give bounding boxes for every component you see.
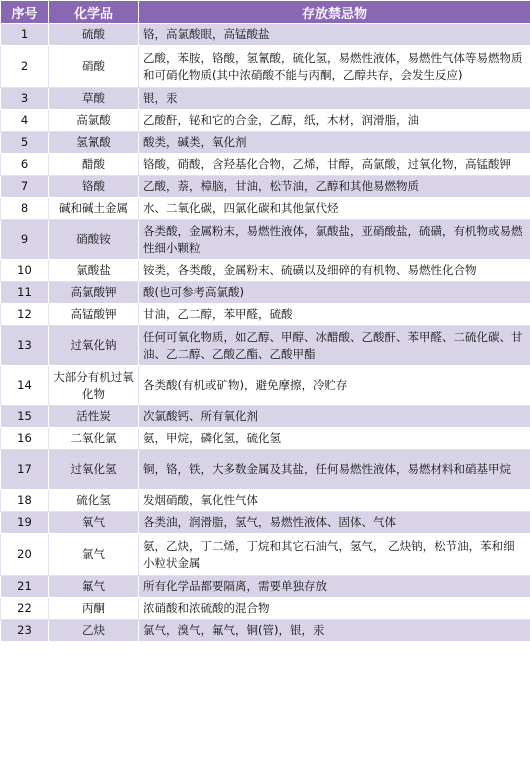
row-chemical: 二氧化氯 — [49, 428, 139, 450]
row-index: 15 — [1, 406, 49, 428]
row-forbidden: 浓硝酸和浓硫酸的混合物 — [139, 598, 530, 620]
row-index: 20 — [1, 534, 49, 576]
row-chemical: 氧气 — [49, 512, 139, 534]
table-header-row — [1, 1, 530, 24]
row-index: 18 — [1, 490, 49, 512]
row-forbidden: 各类酸，金属粉末，易燃性液体，氯酸盐，亚硝酸盐，硫磺，有机物或易燃性细小颗粒 — [139, 220, 530, 260]
row-forbidden: 银，汞 — [139, 88, 530, 110]
row-forbidden: 铬酸，硝酸，含羟基化合物，乙烯，甘醇，高氯酸，过氧化物，高锰酸钾 — [139, 154, 530, 176]
table-row — [1, 154, 530, 176]
table-row — [1, 110, 530, 132]
row-index: 19 — [1, 512, 49, 534]
row-forbidden: 酸类，碱类，氧化剂 — [139, 132, 530, 154]
row-index: 14 — [1, 366, 49, 406]
row-chemical: 过氧化氢 — [49, 450, 139, 490]
row-index: 6 — [1, 154, 49, 176]
row-forbidden: 氨，乙炔，丁二烯，丁烷和其它石油气，氢气， 乙炔钠，松节油，苯和细小粒状金属 — [139, 534, 530, 576]
row-forbidden: 乙酸，萘，樟脑，甘油，松节油，乙醇和其他易燃物质 — [139, 176, 530, 198]
row-chemical: 丙酮 — [49, 598, 139, 620]
table-row — [1, 366, 530, 406]
row-chemical: 醋酸 — [49, 154, 139, 176]
row-forbidden: 各类酸(有机或矿物)，避免摩擦，冷贮存 — [139, 366, 530, 406]
table-row — [1, 406, 530, 428]
table-row — [1, 576, 530, 598]
table-row — [1, 450, 530, 490]
table-row — [1, 282, 530, 304]
row-forbidden: 所有化学品都要隔离，需要单独存放 — [139, 576, 530, 598]
row-chemical: 硝酸铵 — [49, 220, 139, 260]
table-row — [1, 198, 530, 220]
table-row — [1, 220, 530, 260]
table-row — [1, 260, 530, 282]
row-chemical: 碱和碱土金属 — [49, 198, 139, 220]
table-row — [1, 176, 530, 198]
row-chemical: 过氧化钠 — [49, 326, 139, 366]
row-forbidden: 乙酸，苯胺，铬酸，氢氰酸，硫化氢，易燃性液体，易燃性气体等易燃物质和可硝化物质(其中浓硝酸不能与丙酮，乙醇共存，会发生反应) — [139, 46, 530, 88]
row-forbidden: 任何可氧化物质，如乙醇、甲醇、冰醋酸、乙酸酐、苯甲醛、二硫化碳、甘油、乙二醇、乙酸乙酯、乙酸甲酯 — [139, 326, 530, 366]
row-forbidden: 铵类，各类酸，金属粉末、硫磺以及细碎的有机物、易燃性化合物 — [139, 260, 530, 282]
table-row — [1, 88, 530, 110]
row-index: 22 — [1, 598, 49, 620]
table-row — [1, 512, 530, 534]
row-index: 8 — [1, 198, 49, 220]
row-chemical: 硫酸 — [49, 24, 139, 46]
row-index: 5 — [1, 132, 49, 154]
row-forbidden: 甘油，乙二醇，苯甲醛，硫酸 — [139, 304, 530, 326]
row-chemical: 氟气 — [49, 576, 139, 598]
row-chemical: 活性炭 — [49, 406, 139, 428]
header-chemical: 化学品 — [49, 1, 139, 24]
row-forbidden: 氨，甲烷，磷化氢，硫化氢 — [139, 428, 530, 450]
table-row — [1, 304, 530, 326]
row-chemical: 高氯酸钾 — [49, 282, 139, 304]
row-index: 11 — [1, 282, 49, 304]
table-body — [1, 24, 530, 642]
row-chemical: 硫化氢 — [49, 490, 139, 512]
row-forbidden: 水、二氧化碳，四氯化碳和其他氯代烃 — [139, 198, 530, 220]
row-index: 7 — [1, 176, 49, 198]
row-chemical: 乙炔 — [49, 620, 139, 642]
header-index: 序号 — [1, 1, 49, 24]
table-row — [1, 534, 530, 576]
table-row — [1, 598, 530, 620]
row-chemical: 氯酸盐 — [49, 260, 139, 282]
row-chemical: 草酸 — [49, 88, 139, 110]
row-forbidden: 次氯酸钙、所有氧化剂 — [139, 406, 530, 428]
row-forbidden: 铜，铬，铁，大多数金属及其盐，任何易燃性液体，易燃材料和硝基甲烷 — [139, 450, 530, 490]
row-chemical: 氯气 — [49, 534, 139, 576]
row-index: 17 — [1, 450, 49, 490]
table-row — [1, 46, 530, 88]
row-forbidden: 氯气，溴气，氟气，铜(管)，银，汞 — [139, 620, 530, 642]
table-row — [1, 620, 530, 642]
row-forbidden: 乙酸酐，铋和它的合金，乙醇，纸，木材，润滑脂，油 — [139, 110, 530, 132]
row-index: 3 — [1, 88, 49, 110]
row-chemical: 铬酸 — [49, 176, 139, 198]
row-forbidden: 铬，高氯酸眼，高锰酸盐 — [139, 24, 530, 46]
table-row — [1, 24, 530, 46]
row-index: 2 — [1, 46, 49, 88]
row-chemical: 高锰酸钾 — [49, 304, 139, 326]
table-row — [1, 326, 530, 366]
row-forbidden: 酸(也可参考高氯酸) — [139, 282, 530, 304]
row-index: 13 — [1, 326, 49, 366]
row-index: 23 — [1, 620, 49, 642]
header-forbidden: 存放禁忌物 — [139, 1, 530, 24]
row-index: 9 — [1, 220, 49, 260]
row-index: 12 — [1, 304, 49, 326]
table-row — [1, 132, 530, 154]
row-index: 16 — [1, 428, 49, 450]
row-chemical: 大部分有机过氧化物 — [49, 366, 139, 406]
row-forbidden: 各类油，润滑脂，氢气，易燃性液体、固体、气体 — [139, 512, 530, 534]
row-index: 1 — [1, 24, 49, 46]
table-row — [1, 490, 530, 512]
row-index: 21 — [1, 576, 49, 598]
table-row — [1, 428, 530, 450]
row-forbidden: 发烟硝酸，氧化性气体 — [139, 490, 530, 512]
row-index: 10 — [1, 260, 49, 282]
row-chemical: 氢氰酸 — [49, 132, 139, 154]
row-chemical: 硝酸 — [49, 46, 139, 88]
row-index: 4 — [1, 110, 49, 132]
row-chemical: 高氯酸 — [49, 110, 139, 132]
